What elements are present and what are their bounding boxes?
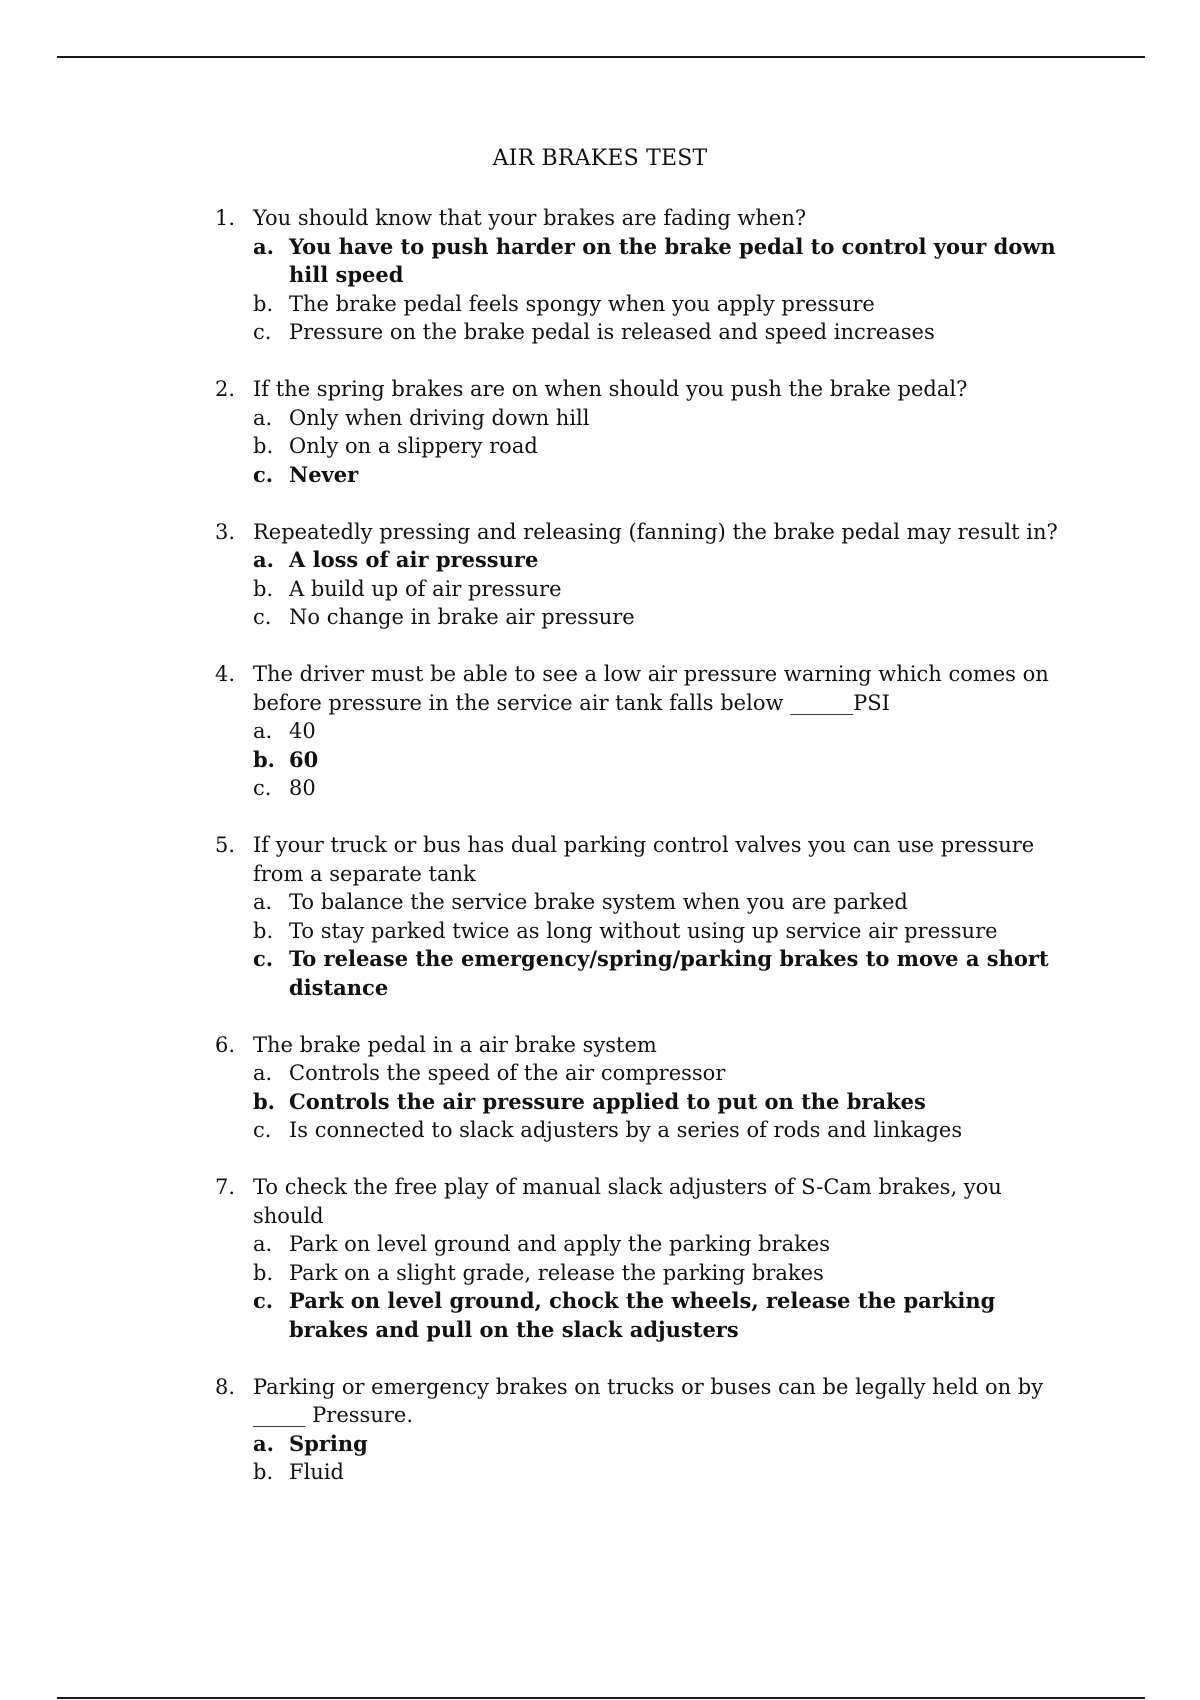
option-letter: a. bbox=[253, 719, 273, 743]
option-letter: a. bbox=[253, 1232, 273, 1256]
option-text: Spring bbox=[289, 1430, 368, 1456]
option-letter: b. bbox=[253, 918, 274, 943]
answer-options bbox=[215, 888, 1075, 1002]
question-number: 2. bbox=[215, 377, 236, 401]
question-item bbox=[215, 1173, 1075, 1344]
question-line bbox=[215, 375, 1075, 404]
answer-option bbox=[253, 1059, 1075, 1088]
question-line bbox=[215, 831, 1075, 888]
option-text: Controls the air pressure applied to put on the brakes bbox=[289, 1088, 926, 1114]
answer-option bbox=[253, 1259, 1075, 1288]
option-letter: c. bbox=[253, 946, 274, 971]
option-letter: b. bbox=[253, 291, 274, 316]
option-letter: b. bbox=[253, 1260, 274, 1285]
question-item bbox=[215, 204, 1075, 347]
question-number: 4. bbox=[215, 662, 236, 686]
option-text: To release the emergency/spring/parking brakes to move a short distance bbox=[289, 946, 1049, 1000]
question-line bbox=[215, 1173, 1075, 1230]
option-letter: b. bbox=[253, 1088, 275, 1114]
question-line bbox=[215, 1373, 1075, 1430]
question-text: If your truck or bus has dual parking control valves you can use pressure from a separate tank bbox=[253, 833, 1035, 886]
answer-options bbox=[215, 546, 1075, 632]
option-text: Is connected to slack adjusters by a series of rods and linkages bbox=[289, 1118, 963, 1142]
option-letter: a. bbox=[253, 233, 274, 259]
option-letter: a. bbox=[253, 547, 274, 572]
answer-option bbox=[253, 717, 1075, 746]
option-letter: a. bbox=[253, 1061, 273, 1085]
question-item bbox=[215, 1031, 1075, 1145]
question-number: 7. bbox=[215, 1175, 236, 1199]
question-line bbox=[215, 1031, 1075, 1060]
question-item bbox=[215, 375, 1075, 489]
option-text: 40 bbox=[289, 719, 316, 743]
option-letter: c. bbox=[253, 776, 272, 800]
answer-option bbox=[253, 1116, 1075, 1145]
option-text: Park on level ground, chock the wheels, release the parking brakes and pull on the slack adjusters bbox=[289, 1288, 996, 1342]
answer-option-correct bbox=[253, 233, 1075, 290]
option-letter: b. bbox=[253, 1460, 274, 1484]
answer-option bbox=[253, 290, 1075, 319]
answer-options bbox=[215, 404, 1075, 490]
question-number: 8. bbox=[215, 1374, 236, 1399]
answer-option bbox=[253, 1458, 1075, 1487]
answer-option bbox=[253, 432, 1075, 461]
option-text: A loss of air pressure bbox=[289, 547, 539, 572]
answer-option bbox=[253, 318, 1075, 347]
option-letter: c. bbox=[253, 605, 272, 629]
question-line bbox=[215, 204, 1075, 233]
answer-option-correct bbox=[253, 1287, 1075, 1344]
question-text: Parking or emergency brakes on trucks or buses can be legally held on by _____ Pressure. bbox=[253, 1374, 1044, 1427]
question-item bbox=[215, 1373, 1075, 1487]
option-letter: b. bbox=[253, 746, 275, 772]
answer-option bbox=[253, 603, 1075, 632]
question-text: To check the free play of manual slack adjusters of S-Cam brakes, you should bbox=[253, 1175, 1002, 1228]
answer-option-correct bbox=[253, 1088, 1075, 1117]
answer-option bbox=[253, 774, 1075, 803]
option-text: To stay parked twice as long without using up service air pressure bbox=[289, 918, 998, 943]
option-text: Only on a slippery road bbox=[289, 434, 538, 458]
question-text: The driver must be able to see a low air pressure warning which comes on before pressure in the service air tank falls below ______PSI bbox=[253, 662, 1049, 715]
option-text: 80 bbox=[289, 776, 316, 800]
answer-option-correct bbox=[253, 1430, 1075, 1459]
option-text: Controls the speed of the air compressor bbox=[289, 1061, 726, 1085]
option-text: To balance the service brake system when you are parked bbox=[289, 890, 908, 914]
option-text: No change in brake air pressure bbox=[289, 605, 635, 629]
question-line bbox=[215, 660, 1075, 717]
top-rule bbox=[57, 56, 1145, 58]
page-title: AIR BRAKES TEST bbox=[492, 146, 708, 171]
option-text: You have to push harder on the brake pedal to control your down hill speed bbox=[289, 233, 1056, 287]
question-text: Repeatedly pressing and releasing (fanning) the brake pedal may result in? bbox=[253, 519, 1058, 544]
answer-option-correct bbox=[253, 746, 1075, 775]
answer-option bbox=[253, 917, 1075, 946]
option-text: 60 bbox=[289, 746, 319, 772]
question-line bbox=[215, 518, 1075, 547]
question-text: If the spring brakes are on when should you push the brake pedal? bbox=[253, 377, 968, 401]
answer-option bbox=[253, 1230, 1075, 1259]
question-number: 1. bbox=[215, 206, 236, 230]
question-text: The brake pedal in a air brake system bbox=[253, 1032, 657, 1057]
option-text: Never bbox=[289, 461, 359, 487]
answer-option-correct bbox=[253, 546, 1075, 575]
answer-option-correct bbox=[253, 945, 1075, 1002]
option-text: A build up of air pressure bbox=[289, 576, 562, 601]
answer-options bbox=[215, 717, 1075, 803]
question-number: 6. bbox=[215, 1032, 236, 1057]
question-list bbox=[215, 204, 1075, 1515]
question-item bbox=[215, 518, 1075, 632]
answer-option bbox=[253, 888, 1075, 917]
option-letter: b. bbox=[253, 434, 274, 458]
answer-option bbox=[253, 575, 1075, 604]
answer-option bbox=[253, 404, 1075, 433]
option-letter: a. bbox=[253, 1430, 274, 1456]
question-number: 5. bbox=[215, 833, 236, 857]
option-letter: b. bbox=[253, 576, 274, 601]
option-text: Fluid bbox=[289, 1460, 344, 1484]
question-item bbox=[215, 660, 1075, 803]
option-letter: a. bbox=[253, 405, 273, 430]
question-number: 3. bbox=[215, 519, 236, 544]
bottom-rule bbox=[57, 1697, 1145, 1699]
question-text: You should know that your brakes are fading when? bbox=[253, 206, 807, 230]
option-letter: c. bbox=[253, 1288, 274, 1313]
answer-options bbox=[215, 1059, 1075, 1145]
answer-options bbox=[215, 1230, 1075, 1344]
answer-option-correct bbox=[253, 461, 1075, 490]
option-text: Pressure on the brake pedal is released and speed increases bbox=[289, 320, 935, 344]
question-item bbox=[215, 831, 1075, 1002]
option-letter: a. bbox=[253, 890, 273, 914]
option-text: Park on level ground and apply the parking brakes bbox=[289, 1232, 831, 1256]
answer-options bbox=[215, 1430, 1075, 1487]
option-text: Park on a slight grade, release the parking brakes bbox=[289, 1260, 824, 1285]
answer-options bbox=[215, 233, 1075, 347]
option-text: The brake pedal feels spongy when you apply pressure bbox=[289, 291, 875, 316]
option-letter: c. bbox=[253, 461, 274, 487]
option-letter: c. bbox=[253, 1118, 272, 1142]
option-letter: c. bbox=[253, 320, 272, 344]
option-text: Only when driving down hill bbox=[289, 405, 590, 430]
